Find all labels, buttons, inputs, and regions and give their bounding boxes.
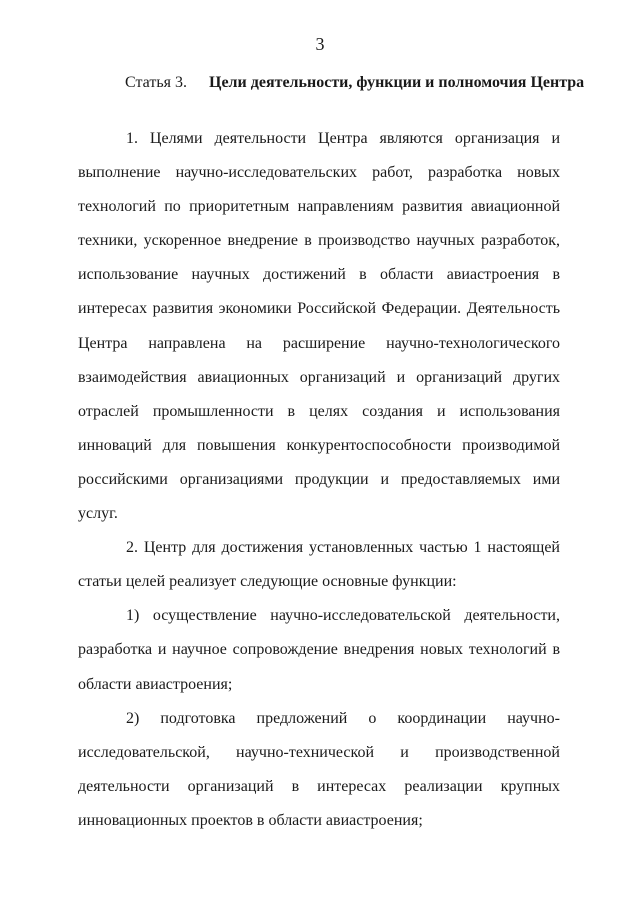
- article-label: Статья 3.: [125, 74, 187, 91]
- paragraph-goals: 1. Целями деятельности Центра являются организация и выполнение научно-исследовательских работ, разработка новых технологий по приоритетным направлениям развития авиационной техники, ускоренное внедрение в производство научных разработок, использование научных достижений в области авиастроения в интересах развития экономики Российской Федерации. Деятельность Центра направлена на расширение научно-технологического взаимодействия авиационных организаций и организаций других отраслей промышленности в целях создания и использования инноваций для повышения конкурентоспособности производимой российскими организациями продукции и предоставляемых ими услуг.: [78, 130, 560, 523]
- paragraph-function-1: 1) осуществление научно-исследовательской деятельности, разработка и научное сопровождение внедрения новых технологий в области авиастроения;: [78, 607, 560, 693]
- paragraph-functions-intro: 2. Центр для достижения установленных частью 1 настоящей статьи целей реализует следующие основные функции:: [78, 539, 560, 591]
- page-number: 3: [315, 34, 325, 54]
- article-heading: [125, 74, 584, 92]
- paragraph-function-2: 2) подготовка предложений о координации научно-исследовательской, научно-технической и производственной деятельности организаций в интересах реализации крупных инновационных проектов в области авиастроения;: [78, 709, 560, 829]
- article-title: Цели деятельности, функции и полномочия Центра: [209, 74, 585, 91]
- article-body: [78, 122, 560, 838]
